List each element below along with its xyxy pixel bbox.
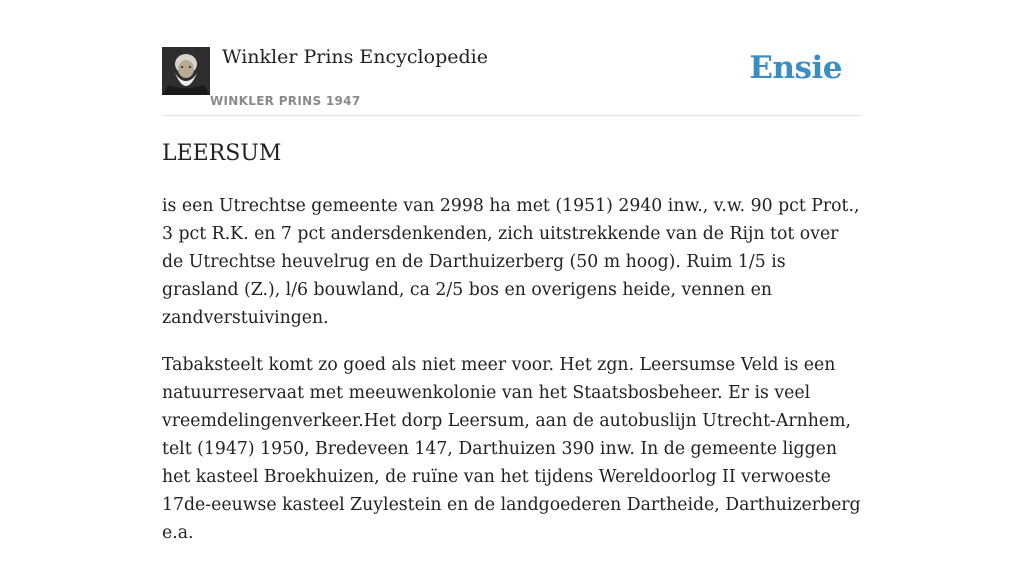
article-title: LEERSUM — [162, 141, 282, 166]
article-body — [162, 192, 862, 566]
page-container — [162, 0, 862, 543]
article-paragraph: Tabaksteelt komt zo goed als niet meer voor. Het zgn. Leersumse Veld is een natuurreservaat met meeuwenkolonie van het Staatsbosbeheer. Er is veel vreemdelingenverkeer.Het dorp Leersum, aan de autobuslijn Utrecht-Arnhem, telt (1947) 1950, Bredeveen 147, Darthuizen 390 inw. In de gemeente liggen het kasteel Broekhuizen, de ruïne van het tijdens Wereldoorlog II verwoeste 17de-eeuwse kasteel Zuylestein en de landgoederen Dartheide, Darthuizerberg e.a. — [162, 355, 861, 543]
portrait-icon — [162, 47, 210, 95]
article-paragraph: is een Utrechtse gemeente van 2998 ha met (1951) 2940 inw., v.w. 90 pct Prot., 3 pct R.K. en 7 pct andersdenkenden, zich uitstrekkende van de Rijn tot over de Utrechtse heuvelrug en de Darthuizerberg (50 m hoog). Ruim 1/5 is grasland (Z.), l/6 bouwland, ca 2/5 bos en overigens heide, vennen en zandverstuivingen. — [162, 196, 860, 328]
brand-logo[interactable]: Ensie — [749, 50, 842, 86]
author-avatar[interactable] — [162, 47, 210, 95]
source-subtitle[interactable]: WINKLER PRINS 1947 — [210, 94, 361, 108]
header — [162, 0, 862, 116]
source-title[interactable]: Winkler Prins Encyclopedie — [222, 46, 488, 68]
